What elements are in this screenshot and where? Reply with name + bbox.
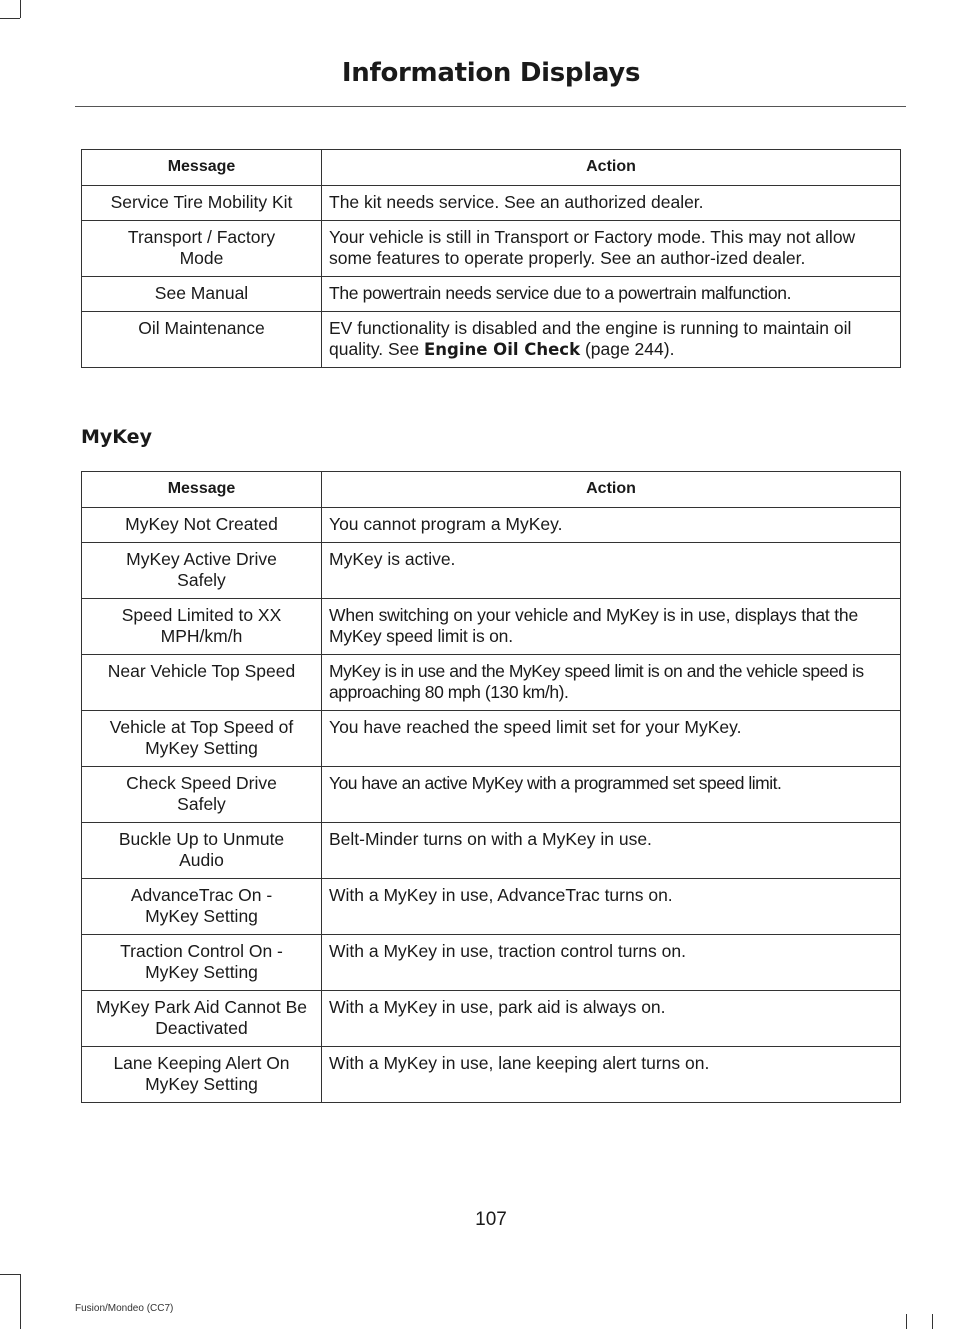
crop-mark-bottom-left-v bbox=[20, 1274, 21, 1329]
column-header-message: Message bbox=[82, 472, 322, 508]
table-row bbox=[82, 935, 901, 991]
action-cell: The powertrain needs service due to a powertrain malfunction. bbox=[322, 277, 901, 312]
column-header-action: Action bbox=[322, 472, 901, 508]
section-title-mykey: MyKey bbox=[81, 426, 152, 448]
table-row bbox=[82, 879, 901, 935]
message-cell: MyKey Park Aid Cannot Be Deactivated bbox=[82, 991, 322, 1047]
table-row bbox=[82, 991, 901, 1047]
action-cell: Your vehicle is still in Transport or Factory mode. This may not allow some features to operate properly. See an author-ized dealer. bbox=[322, 221, 901, 277]
message-cell: Speed Limited to XX MPH/km/h bbox=[82, 599, 322, 655]
crop-mark-bottom-left-h bbox=[0, 1274, 20, 1275]
crop-mark-bottom-right-v1 bbox=[906, 1314, 907, 1329]
message-cell: Service Tire Mobility Kit bbox=[82, 186, 322, 221]
action-text: EV functionality is disabled and the engine is running to maintain oil quality. See bbox=[329, 318, 852, 359]
message-cell: Near Vehicle Top Speed bbox=[82, 655, 322, 711]
table-row bbox=[82, 655, 901, 711]
table-header-row bbox=[82, 150, 901, 186]
column-header-action: Action bbox=[322, 150, 901, 186]
action-cell: With a MyKey in use, traction control turns on. bbox=[322, 935, 901, 991]
table-row bbox=[82, 823, 901, 879]
table-row bbox=[82, 312, 901, 368]
table-row bbox=[82, 599, 901, 655]
action-cell: You have reached the speed limit set for your MyKey. bbox=[322, 711, 901, 767]
messages-table bbox=[81, 149, 901, 368]
action-cell: When switching on your vehicle and MyKey is in use, displays that the MyKey speed limit is on. bbox=[322, 599, 901, 655]
table-row bbox=[82, 277, 901, 312]
footer-label: Fusion/Mondeo (CC7) bbox=[75, 1303, 174, 1314]
message-cell: MyKey Active Drive Safely bbox=[82, 543, 322, 599]
table-row bbox=[82, 543, 901, 599]
action-cell: Belt-Minder turns on with a MyKey in use. bbox=[322, 823, 901, 879]
page-title: Information Displays bbox=[341, 58, 641, 88]
table-row bbox=[82, 508, 901, 543]
message-cell: Oil Maintenance bbox=[82, 312, 322, 368]
action-cell: You cannot program a MyKey. bbox=[322, 508, 901, 543]
crop-mark-top-left-v bbox=[20, 0, 21, 18]
table-header-row bbox=[82, 472, 901, 508]
message-cell: AdvanceTrac On - MyKey Setting bbox=[82, 879, 322, 935]
message-cell: See Manual bbox=[82, 277, 322, 312]
column-header-message: Message bbox=[82, 150, 322, 186]
message-cell: Lane Keeping Alert On MyKey Setting bbox=[82, 1047, 322, 1103]
message-cell: Check Speed Drive Safely bbox=[82, 767, 322, 823]
crop-mark-top-left-h bbox=[0, 18, 20, 19]
message-cell: MyKey Not Created bbox=[82, 508, 322, 543]
action-text-suffix: (page 244). bbox=[580, 339, 675, 359]
action-cell: You have an active MyKey with a programmed set speed limit. bbox=[322, 767, 901, 823]
table-row bbox=[82, 767, 901, 823]
table-row bbox=[82, 1047, 901, 1103]
title-divider bbox=[75, 106, 906, 107]
message-cell: Transport / Factory Mode bbox=[82, 221, 322, 277]
message-cell: Vehicle at Top Speed of MyKey Setting bbox=[82, 711, 322, 767]
mykey-messages-table bbox=[81, 471, 901, 1103]
cross-reference-link[interactable]: Engine Oil Check bbox=[424, 340, 581, 359]
page-number: 107 bbox=[475, 1209, 507, 1230]
crop-mark-bottom-right-v2 bbox=[932, 1314, 933, 1329]
action-cell: The kit needs service. See an authorized dealer. bbox=[322, 186, 901, 221]
action-cell: With a MyKey in use, AdvanceTrac turns on. bbox=[322, 879, 901, 935]
action-cell: MyKey is active. bbox=[322, 543, 901, 599]
message-cell: Buckle Up to Unmute Audio bbox=[82, 823, 322, 879]
table-row bbox=[82, 186, 901, 221]
table-row bbox=[82, 711, 901, 767]
message-cell: Traction Control On - MyKey Setting bbox=[82, 935, 322, 991]
action-cell bbox=[322, 312, 901, 368]
action-cell: With a MyKey in use, park aid is always on. bbox=[322, 991, 901, 1047]
action-cell: With a MyKey in use, lane keeping alert turns on. bbox=[322, 1047, 901, 1103]
table-row bbox=[82, 221, 901, 277]
action-cell: MyKey is in use and the MyKey speed limit is on and the vehicle speed is approaching 80 mph (130 km/h). bbox=[322, 655, 901, 711]
